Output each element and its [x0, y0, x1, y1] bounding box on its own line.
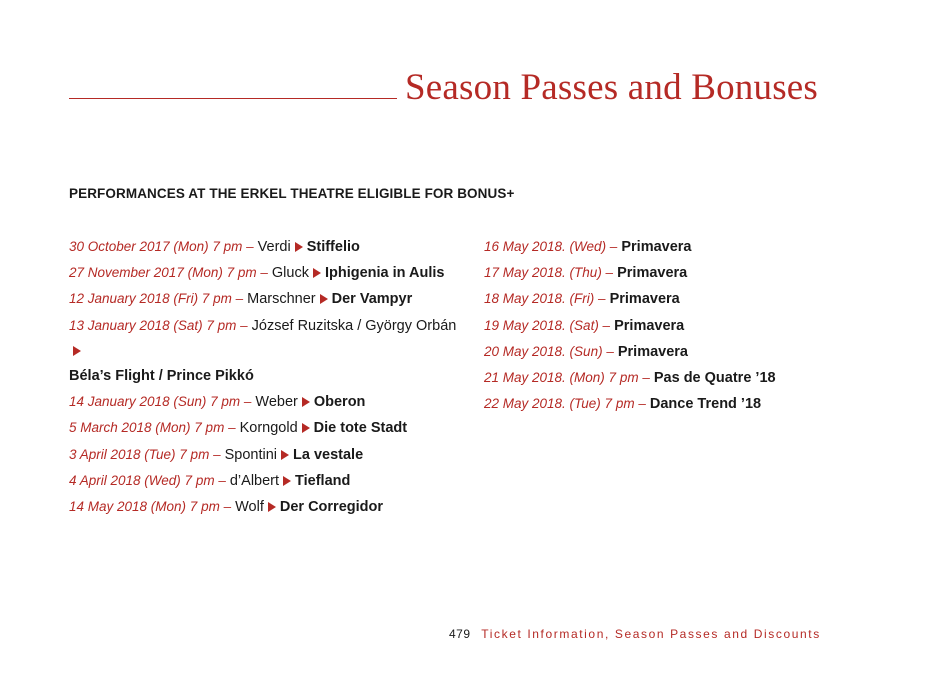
performance-entry — [69, 260, 464, 286]
performance-date: 14 May 2018 (Mon) 7 pm – — [69, 499, 232, 515]
performance-date: 16 May 2018. (Wed) – — [484, 239, 618, 254]
performance-date: 13 January 2018 (Sat) 7 pm – — [69, 317, 248, 333]
performance-date: 20 May 2018. (Sun) – — [484, 343, 614, 359]
performance-title: Stiffelio — [306, 239, 360, 255]
performance-title: Die tote Stadt — [313, 420, 408, 437]
performance-entry — [484, 313, 904, 339]
play-arrow-icon — [295, 242, 303, 252]
performance-entry — [484, 365, 904, 391]
performance-entry — [484, 391, 904, 417]
section-heading: PERFORMANCES AT THE ERKEL THEATRE ELIGIBLE FOR BONUS+ — [69, 186, 515, 201]
performance-date: 4 April 2018 (Wed) 7 pm – — [69, 472, 226, 488]
performance-composer: Weber — [255, 394, 298, 411]
performance-composer: József Ruzitska / György Orbán — [251, 317, 457, 334]
performance-entry — [69, 415, 464, 441]
performance-entry — [69, 468, 464, 494]
performance-date: 5 March 2018 (Mon) 7 pm – — [69, 420, 236, 436]
performance-list-left — [69, 234, 464, 520]
performance-entry — [69, 313, 464, 390]
performance-date: 17 May 2018. (Thu) – — [484, 265, 614, 281]
performance-date: 14 January 2018 (Sun) 7 pm – — [69, 394, 252, 410]
play-arrow-icon — [283, 476, 291, 486]
performance-title: Primavera — [617, 343, 688, 360]
performance-title: Primavera — [614, 317, 685, 334]
performance-composer: Spontini — [224, 446, 278, 463]
play-arrow-icon — [320, 294, 328, 304]
performance-title: Pas de Quatre ’18 — [653, 370, 776, 387]
play-arrow-icon — [281, 450, 289, 460]
performance-composer: d’Albert — [229, 472, 280, 489]
performance-composer: Verdi — [257, 239, 291, 255]
performance-entry — [484, 260, 904, 286]
performance-composer: Marschner — [247, 291, 316, 308]
footer-text: Ticket Information, Season Passes and Discounts — [481, 627, 821, 641]
performance-entry — [484, 339, 904, 365]
performance-composer: Gluck — [271, 265, 309, 282]
performance-title: Dance Trend ’18 — [649, 396, 762, 413]
performance-entry — [69, 494, 464, 520]
performance-title: Iphigenia in Aulis — [324, 265, 445, 282]
page-title: Season Passes and Bonuses — [405, 67, 819, 108]
performance-title: La vestale — [293, 446, 364, 463]
performance-title: Primavera — [609, 291, 680, 308]
play-arrow-icon — [73, 346, 81, 356]
play-arrow-icon — [313, 268, 321, 278]
performance-title: Primavera — [617, 265, 688, 282]
play-arrow-icon — [302, 397, 310, 407]
performance-title: Der Corregidor — [279, 499, 384, 516]
page-footer — [449, 627, 821, 641]
performance-date: 22 May 2018. (Tue) 7 pm – — [484, 396, 646, 412]
performance-date: 21 May 2018. (Mon) 7 pm – — [484, 370, 650, 386]
performance-composer: Wolf — [235, 499, 264, 516]
header-rule — [69, 98, 397, 99]
performance-entry — [484, 234, 904, 260]
performance-list-right — [484, 234, 904, 417]
performance-date: 3 April 2018 (Tue) 7 pm – — [69, 446, 221, 462]
performance-composer: Korngold — [239, 420, 298, 437]
performance-date: 27 November 2017 (Mon) 7 pm – — [69, 265, 268, 281]
performance-entry — [69, 389, 464, 415]
performance-title: Tiefland — [295, 472, 351, 489]
performance-date: 19 May 2018. (Sat) – — [484, 317, 611, 333]
performance-entry — [69, 286, 464, 312]
performance-title: Oberon — [313, 394, 366, 411]
performance-date: 30 October 2017 (Mon) 7 pm – — [69, 239, 254, 254]
performance-title: Primavera — [621, 239, 692, 255]
performance-date: 12 January 2018 (Fri) 7 pm – — [69, 291, 244, 307]
performance-entry — [484, 286, 904, 312]
performance-entry — [69, 234, 464, 260]
play-arrow-icon — [302, 423, 310, 433]
performance-date: 18 May 2018. (Fri) – — [484, 291, 606, 307]
page-number: 479 — [449, 627, 471, 641]
performance-entry — [69, 442, 464, 468]
performance-title: Béla’s Flight / Prince Pikkó — [69, 368, 254, 385]
play-arrow-icon — [268, 502, 276, 512]
performance-title: Der Vampyr — [331, 291, 413, 308]
